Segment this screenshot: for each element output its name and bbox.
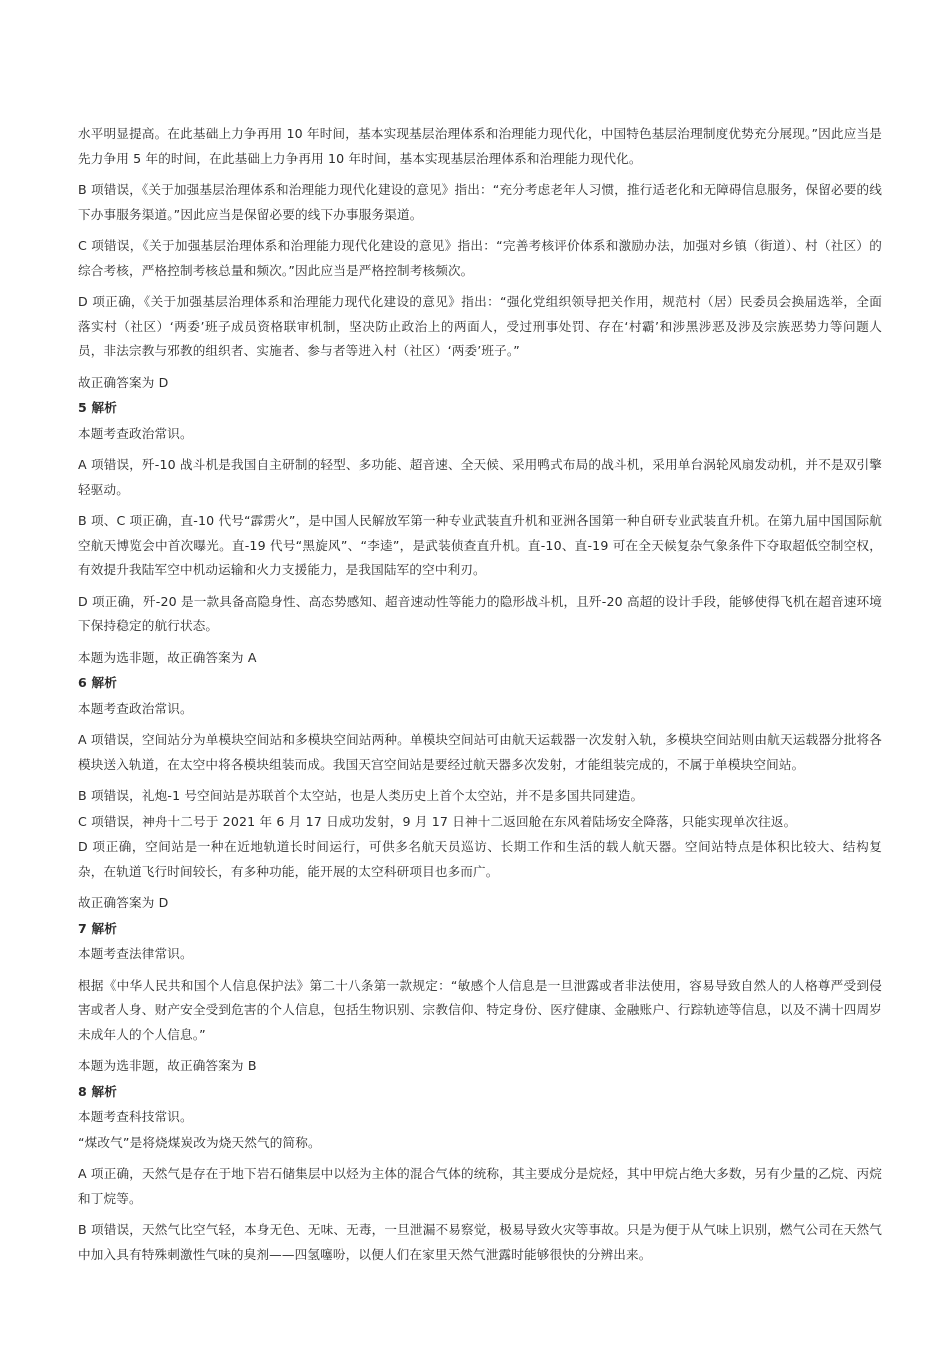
paragraph: 本题考查政治常识。 [78, 425, 193, 441]
paragraph: 水平明显提高。在此基础上力争再用 10 年时间，基本实现基层治理体系和治理能力现代化，中国特色基层治理制度优势充分展现。”因此应当是先力争用 5 年的时间，在此基础上力争再用 10 年时间，基本实现基层治理体系和治理能力现代化。 [78, 126, 882, 166]
paragraph: A 项错误，歼-10 战斗机是我国自主研制的轻型、多功能、超音速、全天候、采用鸭式布局的战斗机，采用单台涡轮风扇发动机，并不是双引擎轻驱动。 [78, 457, 882, 497]
paragraph: 本题为选非题，故正确答案为 B [78, 1058, 257, 1073]
paragraph: 本题考查法律常识。 [78, 946, 193, 961]
paragraph: B 项错误，《关于加强基层治理体系和治理能力现代化建设的意见》指出：“充分考虑老年人习惯，推行适老化和无障碍信息服务，保留必要的线下办事服务渠道。”因此应当是保留必要的线下办事服务渠道。 [78, 182, 882, 222]
paragraph: D 项正确，歼-20 是一款具备高隐身性、高态势感知、超音速动性等能力的隐形战斗机，且歼-20 高超的设计手段，能够使得飞机在超音速环境下保持稳定的航行状态。 [78, 593, 882, 633]
paragraph: 本题为选非题，故正确答案为 A [78, 649, 257, 665]
paragraph: B 项、C 项正确，直-10 代号“霹雳火”，是中国人民解放军第一种专业武装直升机和亚洲各国第一种自研专业武装直升机。在第九届中国国际航空航天博览会中首次曝光。直-19 代号“黑旋风”、“李逵”，是武装侦查直升机。直-10、直-19 可在全天候复杂气象条件下夺取超低空制空权，有效提升我陆军空中机动运输和火力支援能力，是我国陆军的空中利刃。 [78, 513, 882, 577]
section-heading: 6 解析 [78, 675, 117, 690]
paragraph: C 项错误，神舟十二号于 2021 年 6 月 17 日成功发射，9 月 17 日神十二返回舱在东风着陆场安全降落，只能实现单次往返。 [78, 813, 797, 829]
paragraph: D 项正确，空间站是一种在近地轨道长时间运行，可供多名航天员巡访、长期工作和生活的载人航天器。空间站特点是体积比较大、结构复杂，在轨道飞行时间较长，有多种功能，能开展的太空科研项目也多而广。 [78, 839, 882, 879]
paragraph: A 项错误，空间站分为单模块空间站和多模块空间站两种。单模块空间站可由航天运载器一次发射入轨，多模块空间站则由航天运载器分批将各模块送入轨道，在太空中将各模块组装而成。我国天宫空间站是要经过航天器多次发射，才能组装完成的，不属于单模块空间站。 [78, 732, 882, 772]
paragraph: A 项正确，天然气是存在于地下岩石储集层中以烃为主体的混合气体的统称，其主要成分是烷烃，其中甲烷占绝大多数，另有少量的乙烷、丙烷和丁烷等。 [78, 1166, 882, 1206]
paragraph: D 项正确，《关于加强基层治理体系和治理能力现代化建设的意见》指出：“强化党组织领导把关作用，规范村（居）民委员会换届选举，全面落实村（社区）‘两委’班子成员资格联审机制，坚决防止政治上的两面人，受过刑事处罚、存在‘村霸’和涉黑涉恶及涉及宗族恶势力等问题人员，非法宗教与邪教的组织者、实施者、参与者等进入村（社区）‘两委’班子。” [78, 294, 882, 358]
paragraph: C 项错误，《关于加强基层治理体系和治理能力现代化建设的意见》指出：“完善考核评价体系和激励办法，加强对乡镇（街道）、村（社区）的综合考核，严格控制考核总量和频次。”因此应当是严格控制考核频次。 [78, 238, 882, 278]
section-heading: 7 解析 [78, 920, 117, 936]
paragraph: 故正确答案为 D [78, 374, 169, 390]
paragraph: “煤改气”是将烧煤炭改为烧天然气的简称。 [78, 1134, 321, 1150]
paragraph: 本题考查科技常识。 [78, 1109, 193, 1124]
paragraph: 本题考查政治常识。 [78, 700, 193, 716]
paragraph: 故正确答案为 D [78, 895, 169, 910]
document-page [78, 122, 882, 1274]
paragraph: 根据《中华人民共和国个人信息保护法》第二十八条第一款规定：“敏感个人信息是一旦泄露或者非法使用，容易导致自然人的人格尊严受到侵害或者人身、财产安全受到危害的个人信息，包括生物识别、宗教信仰、特定身份、医疗健康、金融账户、行踪轨迹等信息，以及不满十四周岁未成年人的个人信息。” [78, 977, 882, 1042]
paragraph: B 项错误，天然气比空气轻，本身无色、无味、无毒，一旦泄漏不易察觉，极易导致火灾等事故。只是为便于从气味上识别，燃气公司在天然气中加入具有特殊刺激性气味的臭剂——四氢噻吩，以便人们在家里天然气泄露时能够很快的分辨出来。 [78, 1222, 882, 1262]
paragraph: B 项错误，礼炮-1 号空间站是苏联首个太空站，也是人类历史上首个太空站，并不是多国共同建造。 [78, 788, 644, 803]
section-heading: 5 解析 [78, 400, 117, 415]
section-heading: 8 解析 [78, 1083, 117, 1099]
